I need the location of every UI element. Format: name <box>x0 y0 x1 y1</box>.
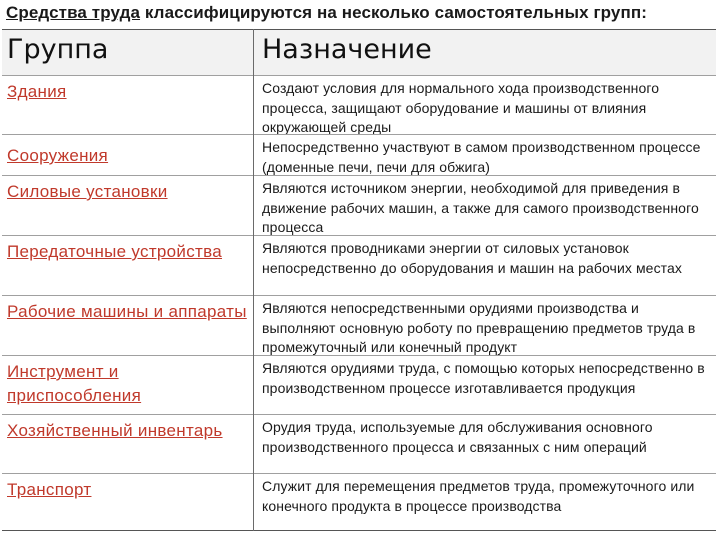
table-row <box>2 235 716 295</box>
group-purpose: Непосредственно участвуют в самом производственном процессе (доменные печи, печи для обжига) <box>262 139 701 175</box>
table-row <box>2 134 716 175</box>
group-name[interactable]: Сооружения <box>7 146 109 165</box>
group-name[interactable]: Хозяйственный инвентарь <box>7 421 223 440</box>
group-name[interactable]: Транспорт <box>7 480 92 499</box>
table-header-row <box>2 30 716 75</box>
group-name[interactable]: Инструмент и приспособления <box>7 362 142 405</box>
group-purpose: Являются источником энергии, необходимой для приведения в движение рабочих машин, а также для самого производственного процесса <box>262 180 699 236</box>
table-row <box>2 75 716 134</box>
group-purpose: Служит для перемещения предметов труда, промежуточного или конечного продукта в процессе производства <box>262 478 695 514</box>
table-row <box>2 355 716 414</box>
group-purpose: Орудия труда, используемые для обслуживания основного производственного процесса и связанных с ним операций <box>262 419 653 455</box>
group-purpose: Являются проводниками энергии от силовых установок непосредственно до оборудования и машин на рабочих местах <box>262 240 683 276</box>
table-row <box>2 414 716 473</box>
header-purpose: Назначение <box>256 30 716 75</box>
column-divider <box>253 29 254 531</box>
classification-table <box>2 29 716 531</box>
table-row <box>2 295 716 355</box>
slide-title <box>6 3 714 27</box>
table-row <box>2 175 716 235</box>
group-name[interactable]: Передаточные устройства <box>7 242 223 261</box>
slide-title-rest: классифицируются на несколько самостоятельных групп: <box>140 3 647 22</box>
group-name[interactable]: Силовые установки <box>7 182 168 201</box>
group-name[interactable]: Рабочие машины и аппараты <box>7 302 247 321</box>
table-row <box>2 473 716 530</box>
group-purpose: Являются непосредственными орудиями производства и выполняют основную роботу по превращению предметов труда в промежуточный или конечный продукт <box>262 300 696 356</box>
group-purpose: Создают условия для нормального хода производственного процесса, защищают оборудование и машины от влияния окружающей среды <box>262 80 660 136</box>
header-group: Группа <box>2 30 254 75</box>
slide-title-underlined: Средства труда <box>6 3 141 22</box>
group-name[interactable]: Здания <box>7 82 67 101</box>
group-purpose: Являются орудиями труда, с помощью которых непосредственно в производственном процессе изготавливается продукция <box>262 360 705 396</box>
bottom-margin <box>0 531 720 540</box>
